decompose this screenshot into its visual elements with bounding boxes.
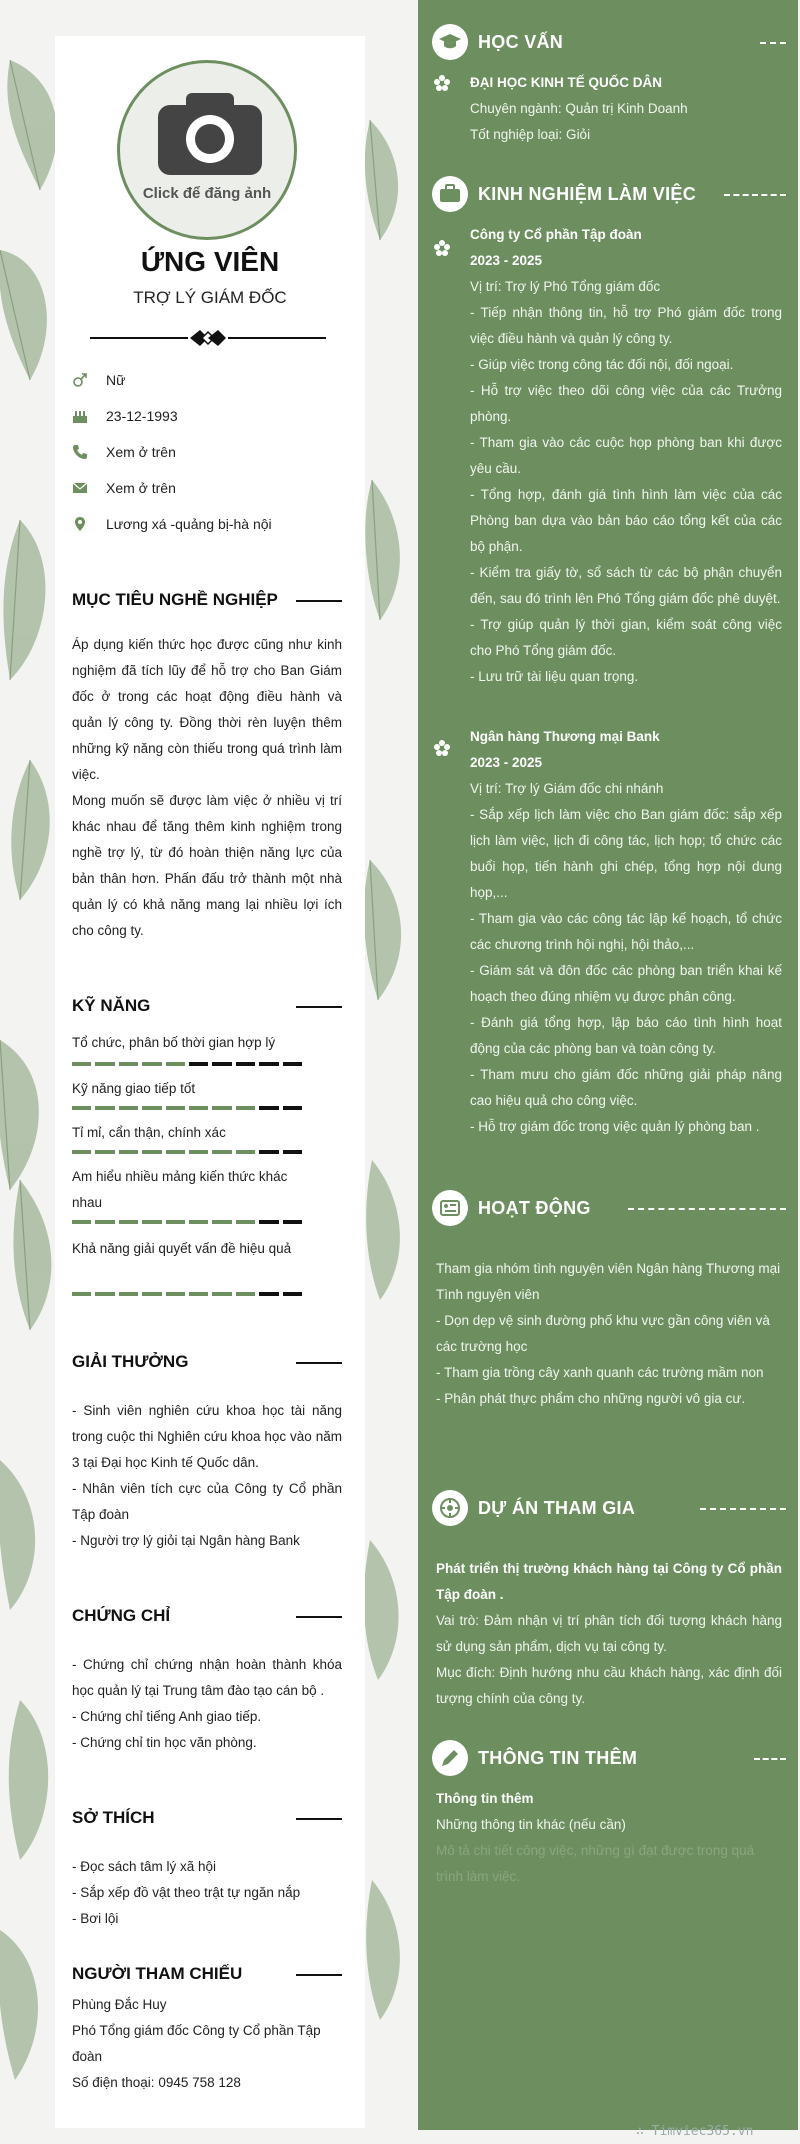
skill-bar bbox=[72, 1062, 302, 1066]
skill-segment bbox=[95, 1106, 114, 1110]
award-item: - Người trợ lý giỏi tại Ngân hàng Bank bbox=[72, 1533, 300, 1548]
skill-segment bbox=[189, 1220, 208, 1224]
job-company: Công ty Cổ phần Tập đoàn bbox=[470, 227, 642, 242]
activities-header bbox=[432, 1190, 591, 1226]
skill-segment bbox=[166, 1062, 185, 1066]
skill-segment bbox=[283, 1150, 302, 1154]
birthday-icon bbox=[72, 408, 88, 424]
skill-segment bbox=[236, 1062, 255, 1066]
skill-segment bbox=[95, 1220, 114, 1224]
skill-segment bbox=[166, 1292, 185, 1296]
job-position: Vị trí: Trợ lý Phó Tổng giám đốc bbox=[470, 279, 661, 294]
certificates-rule bbox=[296, 1616, 342, 1618]
info-dob bbox=[72, 406, 178, 426]
location-icon bbox=[72, 516, 88, 532]
activities-title: HOẠT ĐỘNG bbox=[478, 1197, 591, 1218]
skill-segment bbox=[259, 1150, 278, 1154]
job-duty: - Tổng hợp, đánh giá tình hình làm việc của các Phòng ban dựa vào bản báo cáo tổng kết của các bộ phận. bbox=[470, 487, 782, 554]
skill-name: Khả năng giải quyết vấn đề hiệu quả bbox=[72, 1241, 292, 1256]
hobbies-rule bbox=[296, 1818, 342, 1820]
skill-segment bbox=[142, 1106, 161, 1110]
avatar-upload[interactable] bbox=[117, 60, 297, 240]
activity-line: Tham gia nhóm tình nguyện viên Ngân hàng Thương mại bbox=[436, 1261, 781, 1276]
skill-segment bbox=[166, 1220, 185, 1224]
references-title: NGƯỜI THAM CHIẾU bbox=[72, 1964, 243, 1983]
job-period: 2023 - 2025 bbox=[470, 755, 543, 770]
more-text: Những thông tin khác (nếu cần) bbox=[436, 1817, 626, 1832]
brand-text: Timviec365.vn bbox=[651, 2124, 754, 2139]
activities-dash bbox=[628, 1208, 786, 1210]
job-company: Ngân hàng Thương mại Bank bbox=[470, 729, 660, 744]
reference-name: Phùng Đắc Huy bbox=[72, 1997, 167, 2012]
skill-segment bbox=[236, 1106, 255, 1110]
skill-segment bbox=[189, 1062, 208, 1066]
project-name: Phát triển thị trường khách hàng tại Công ty Cổ phần Tập đoàn . bbox=[436, 1561, 782, 1602]
certificate-item: - Chứng chỉ tiếng Anh giao tiếp. bbox=[72, 1709, 262, 1724]
skill-bar bbox=[72, 1106, 302, 1110]
activity-icon bbox=[432, 1190, 468, 1226]
info-gender bbox=[72, 370, 125, 390]
address-value: Lương xá -quảng bị-hà nội bbox=[106, 516, 272, 532]
certificate-item: - Chứng chỉ tin học văn phòng. bbox=[72, 1735, 257, 1750]
job-duty: - Tham mưu cho giám đốc những giải pháp nâng cao hiệu quả cho công việc. bbox=[470, 1067, 782, 1108]
hobbies-list bbox=[72, 1854, 342, 1932]
skill-segment bbox=[212, 1106, 231, 1110]
more-header bbox=[432, 1740, 637, 1776]
skill-segment bbox=[166, 1150, 185, 1154]
job-period: 2023 - 2025 bbox=[470, 253, 543, 268]
job-duty: - Hỗ trợ giám đốc trong việc quản lý phòng ban . bbox=[470, 1119, 760, 1134]
more-label: Thông tin thêm bbox=[436, 1791, 534, 1806]
experience-title: KINH NGHIỆM LÀM VIỆC bbox=[478, 183, 697, 204]
objective-title: MỤC TIÊU NGHỀ NGHIỆP bbox=[72, 590, 278, 609]
objective-rule bbox=[296, 600, 342, 602]
skill-segment bbox=[166, 1106, 185, 1110]
skill-segment bbox=[119, 1220, 138, 1224]
education-grade: Tốt nghiệp loại: Giỏi bbox=[470, 127, 591, 142]
skill-segment bbox=[142, 1292, 161, 1296]
info-email bbox=[72, 478, 176, 498]
hobbies-title: SỞ THÍCH bbox=[72, 1808, 155, 1827]
skill-segment bbox=[95, 1292, 114, 1296]
skill-segment bbox=[119, 1150, 138, 1154]
camera-icon bbox=[158, 91, 262, 175]
job-duty: - Giúp việc trong công tác đối nội, đối ngoại. bbox=[470, 357, 734, 372]
email-value: Xem ở trên bbox=[106, 480, 176, 496]
job-duty: - Lưu trữ tài liệu quan trọng. bbox=[470, 669, 639, 684]
activity-line: Tình nguyện viên bbox=[436, 1287, 540, 1302]
certificates-title: CHỨNG CHỈ bbox=[72, 1606, 171, 1625]
job-2 bbox=[470, 724, 782, 1140]
skill-segment bbox=[236, 1292, 255, 1296]
job-1 bbox=[470, 222, 782, 690]
job-duty: - Kiểm tra giấy tờ, sổ sách từ các bộ phận chuyển đến, sau đó trình lên Phó Tổng giám đốc phê duyệt. bbox=[470, 565, 782, 606]
skill-name: Tỉ mỉ, cẩn thận, chính xác bbox=[72, 1125, 226, 1140]
skill-segment bbox=[72, 1150, 91, 1154]
candidate-name: ỨNG VIÊN bbox=[140, 246, 280, 277]
skill-bar bbox=[72, 1292, 302, 1296]
job-duty: - Tham gia vào các cuộc họp phòng ban khi được yêu cầu. bbox=[470, 435, 782, 476]
activity-line: - Phân phát thực phẩm cho những người vô gia cư. bbox=[436, 1391, 746, 1406]
skill-segment bbox=[259, 1292, 278, 1296]
job-duty: - Trợ giúp quản lý thời gian, kiểm soát công việc cho Phó Tổng giám đốc. bbox=[470, 617, 782, 658]
skill-segment bbox=[119, 1106, 138, 1110]
skill-segment bbox=[119, 1062, 138, 1066]
skill-segment bbox=[212, 1062, 231, 1066]
job-duty: - Hỗ trợ việc theo dõi công việc của các Trưởng phòng. bbox=[470, 383, 782, 424]
skill-segment bbox=[119, 1292, 138, 1296]
job-duty: - Sắp xếp lịch làm việc cho Ban giám đốc: sắp xếp lịch làm việc, lịch đi công tác, lịch họp; tổ chức các buổi họp, tiến hành ghi chép, tổng hợp nội dung họp,... bbox=[470, 807, 782, 900]
skill-segment bbox=[142, 1062, 161, 1066]
skill-segment bbox=[283, 1062, 302, 1066]
skill-segment bbox=[212, 1150, 231, 1154]
skill-segment bbox=[212, 1220, 231, 1224]
school-name: ĐẠI HỌC KINH TẾ QUỐC DÂN bbox=[470, 75, 662, 90]
phone-value: Xem ở trên bbox=[106, 444, 176, 460]
flower-bullet-icon bbox=[434, 240, 450, 256]
info-phone bbox=[72, 442, 176, 462]
skill-bar bbox=[72, 1220, 302, 1224]
experience-header bbox=[432, 176, 696, 212]
references-rule bbox=[296, 1974, 342, 1976]
skill-segment bbox=[72, 1292, 91, 1296]
job-duty: - Đánh giá tổng hợp, lập báo cáo tình hình hoạt động của các phòng ban và toàn công ty. bbox=[470, 1015, 782, 1056]
projects-title: DỰ ÁN THAM GIA bbox=[478, 1497, 636, 1518]
education-header bbox=[432, 24, 563, 60]
education-block bbox=[470, 70, 780, 148]
award-item: - Sinh viên nghiên cứu khoa học tài năng trong cuộc thi Nghiên cứu khoa học vào năm 3 tại Đại học Kinh tế Quốc dân. bbox=[72, 1403, 342, 1470]
skill-segment bbox=[189, 1150, 208, 1154]
footer-brand: ∴ Timviec365.vn bbox=[636, 2124, 754, 2139]
avatar-click-label: Click để đăng ảnh bbox=[142, 185, 272, 202]
more-title: THÔNG TIN THÊM bbox=[478, 1747, 638, 1768]
skill-segment bbox=[259, 1062, 278, 1066]
activities-block bbox=[436, 1256, 782, 1412]
job-position: Vị trí: Trợ lý Giám đốc chi nhánh bbox=[470, 781, 664, 796]
pen-icon bbox=[432, 1740, 468, 1776]
gender-value: Nữ bbox=[106, 372, 126, 388]
gender-icon bbox=[72, 372, 88, 388]
skill-segment bbox=[259, 1220, 278, 1224]
skill-segment bbox=[236, 1150, 255, 1154]
activity-line: - Tham gia trồng cây xanh quanh các trường mầm non bbox=[436, 1365, 764, 1380]
skills-title: KỸ NĂNG bbox=[72, 996, 151, 1015]
skill-segment bbox=[259, 1106, 278, 1110]
objective-p1: Áp dụng kiến thức học được cũng như kinh nghiệm đã tích lũy để hỗ trợ cho Ban Giám đốc ở trong các hoạt động điều hành và quản lý công ty. Đồng thời rèn luyện thêm những kỹ năng còn thiếu trong quá trình làm việc. bbox=[72, 637, 342, 782]
projects-block bbox=[436, 1556, 782, 1712]
education-major: Chuyên ngành: Quản trị Kinh Doanh bbox=[470, 101, 688, 116]
skill-name: Am hiểu nhiều mảng kiến thức khác nhau bbox=[72, 1169, 288, 1210]
skill-segment bbox=[142, 1150, 161, 1154]
hobby-item: - Sắp xếp đồ vật theo trật tự ngăn nắp bbox=[72, 1885, 301, 1900]
activity-line: - Dọn dẹp vệ sinh đường phố khu vực gần công viên và các trường học bbox=[436, 1313, 770, 1354]
job-duty: - Tiếp nhận thông tin, hỗ trợ Phó giám đốc trong việc điều hành và quản lý công ty. bbox=[470, 305, 782, 346]
projects-dash bbox=[700, 1508, 786, 1510]
skill-segment bbox=[95, 1062, 114, 1066]
job-duty: - Giám sát và đôn đốc các phòng ban triển khai kế hoạch theo đúng nhiệm vụ được phân công. bbox=[470, 963, 782, 1004]
hobby-item: - Bơi lội bbox=[72, 1911, 119, 1926]
skill-segment bbox=[189, 1292, 208, 1296]
skill-name: Kỹ năng giao tiếp tốt bbox=[72, 1081, 196, 1096]
objective-p2: Mong muốn sẽ được làm việc ở nhiều vị trí khác nhau để tăng thêm kinh nghiệm trong nghề trợ lý, từ đó hoàn thiện năng lực của bản thân hơn. Phấn đấu trở thành một nhà quản lý có khả năng mang lại nhiều lợi ích cho công ty. bbox=[72, 793, 342, 938]
awards-rule bbox=[296, 1362, 342, 1364]
references-block bbox=[72, 1992, 342, 2096]
flower-bullet-icon bbox=[434, 75, 450, 91]
skill-segment bbox=[283, 1220, 302, 1224]
phone-icon bbox=[72, 444, 88, 460]
objective-text bbox=[72, 632, 342, 944]
candidate-role: TRỢ LÝ GIÁM ĐỐC bbox=[133, 288, 287, 307]
project-icon bbox=[432, 1490, 468, 1526]
award-item: - Nhân viên tích cực của Công ty Cổ phần Tập đoàn bbox=[72, 1481, 342, 1522]
reference-position: Phó Tổng giám đốc Công ty Cổ phần Tập đoàn bbox=[72, 2023, 321, 2064]
reference-phone: Số điện thoại: 0945 758 128 bbox=[72, 2075, 241, 2090]
experience-dash bbox=[724, 194, 786, 196]
more-placeholder[interactable]: Mô tả chi tiết công việc, những gì đạt được trong quá trình làm việc. bbox=[436, 1843, 755, 1884]
education-title: HỌC VẤN bbox=[478, 31, 564, 52]
skill-name: Tổ chức, phân bố thời gian hợp lý bbox=[72, 1035, 276, 1050]
dob-value: 23-12-1993 bbox=[106, 408, 178, 424]
email-icon bbox=[72, 480, 88, 496]
skill-segment bbox=[95, 1150, 114, 1154]
graduation-cap-icon bbox=[432, 24, 468, 60]
hobby-item: - Đọc sách tâm lý xã hội bbox=[72, 1859, 217, 1874]
skill-segment bbox=[72, 1106, 91, 1110]
certificates-list bbox=[72, 1652, 342, 1756]
skills-rule bbox=[296, 1006, 342, 1008]
awards-list bbox=[72, 1398, 342, 1554]
skill-segment bbox=[236, 1220, 255, 1224]
skill-segment bbox=[142, 1220, 161, 1224]
info-address bbox=[72, 514, 272, 534]
more-block bbox=[436, 1786, 782, 1890]
name-divider bbox=[90, 326, 326, 350]
skill-bar bbox=[72, 1150, 302, 1154]
skill-segment bbox=[189, 1106, 208, 1110]
certificate-item: - Chứng chỉ chứng nhận hoàn thành khóa học quản lý tại Trung tâm đào tạo cán bộ . bbox=[72, 1657, 342, 1698]
flower-bullet-icon bbox=[434, 740, 450, 756]
job-duty: - Tham gia vào các công tác lập kế hoạch, tổ chức các chương trình hội nghị, hội thảo,... bbox=[470, 911, 782, 952]
more-dash bbox=[754, 1758, 786, 1760]
skill-segment bbox=[283, 1292, 302, 1296]
project-role: Vai trò: Đảm nhận vị trí phân tích đối tượng khách hàng sử dụng sản phẩm, dịch vụ tại công ty. bbox=[436, 1613, 782, 1654]
skill-segment bbox=[72, 1062, 91, 1066]
project-goal: Mục đích: Định hướng nhu cầu khách hàng, xác định đối tượng chính của công ty. bbox=[436, 1665, 782, 1706]
skill-segment bbox=[283, 1106, 302, 1110]
education-dash bbox=[760, 42, 786, 44]
skill-segment bbox=[72, 1220, 91, 1224]
skill-segment bbox=[212, 1292, 231, 1296]
awards-title: GIẢI THƯỞNG bbox=[72, 1352, 189, 1371]
projects-header bbox=[432, 1490, 635, 1526]
briefcase-icon bbox=[432, 176, 468, 212]
